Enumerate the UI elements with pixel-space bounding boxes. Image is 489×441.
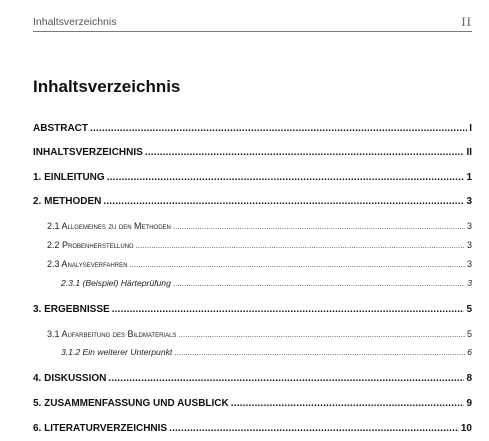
toc-entry-bildmaterial[interactable] <box>47 329 472 339</box>
toc-entry-unterpunkt[interactable] <box>61 347 472 357</box>
toc-entry-page: 5 <box>466 304 472 315</box>
toc-entry-label: 5. ZUSAMMENFASSUNG UND AUSBLICK <box>33 398 229 409</box>
toc-entry-page: 9 <box>466 398 472 409</box>
toc-entry-page: II <box>466 147 472 158</box>
toc-entry-analyseverfahren[interactable] <box>47 259 472 269</box>
toc-entry-label: INHALTSVERZEICHNIS <box>33 147 143 158</box>
toc-entry-allgemeines[interactable] <box>47 221 472 231</box>
toc-entry-page: 3 <box>466 196 472 207</box>
toc-entry-literaturverzeichnis[interactable] <box>33 423 472 434</box>
toc-entry-label: 2.3.1 (Beispiel) Härteprüfung <box>61 278 171 288</box>
toc-entry-page: 6 <box>467 347 472 357</box>
toc-leader-dots <box>178 330 465 339</box>
toc-entry-page: 10 <box>460 423 472 434</box>
toc-leader-dots <box>90 123 467 134</box>
toc-entry-page: 3 <box>466 221 472 231</box>
toc-leader-dots <box>169 423 459 434</box>
toc-entry-label: 2.3 Analyseverfahren <box>47 259 128 269</box>
toc-entry-label: ABSTRACT <box>33 123 88 134</box>
toc-entry-zusammenfassung[interactable] <box>33 398 472 409</box>
toc-entry-diskussion[interactable] <box>33 373 472 384</box>
toc-entry-page: 8 <box>466 373 472 384</box>
toc-entry-label: 2.1 Allgemeines zu den Methoden <box>47 221 171 231</box>
toc-entry-inhaltsverzeichnis[interactable] <box>33 147 472 158</box>
running-header <box>33 15 472 32</box>
toc-leader-dots <box>136 241 465 250</box>
toc-entry-page: 3 <box>466 240 472 250</box>
toc-leader-dots <box>145 147 465 158</box>
toc-entry-page: 3 <box>467 278 472 288</box>
toc-leader-dots <box>108 373 464 384</box>
toc-entry-label: 3. ERGEBNISSE <box>33 304 110 315</box>
toc-heading: Inhaltsverzeichnis <box>33 77 181 96</box>
toc-entry-label: 3.1.2 Ein weiterer Unterpunkt <box>61 347 173 357</box>
toc-entry-label: 1. EINLEITUNG <box>33 172 105 183</box>
toc-leader-dots <box>173 279 465 288</box>
toc-entry-methoden[interactable] <box>33 196 472 207</box>
toc-leader-dots <box>112 304 465 315</box>
toc-entry-label: 6. LITERATURVERZEICHNIS <box>33 423 168 434</box>
toc-entry-label: 2. METHODEN <box>33 196 102 207</box>
toc-entry-haertepruefung[interactable] <box>61 278 472 288</box>
toc-entry-abstract[interactable] <box>33 123 472 134</box>
toc-entry-page: 3 <box>466 259 472 269</box>
toc-leader-dots <box>107 172 465 183</box>
toc-entry-label: 3.1 Aufarbeitung des Bildmaterials <box>47 329 177 339</box>
toc-leader-dots <box>173 222 465 231</box>
running-header-title: Inhaltsverzeichnis <box>33 16 117 28</box>
toc-entry-page: 1 <box>466 172 472 183</box>
toc-entry-einleitung[interactable] <box>33 172 472 183</box>
toc-entry-page: 5 <box>466 329 472 339</box>
toc-entry-page: I <box>469 123 472 134</box>
toc-leader-dots <box>174 348 465 357</box>
toc-leader-dots <box>103 196 464 207</box>
toc-entry-probenherstellung[interactable] <box>47 240 472 250</box>
toc-entry-label: 4. DISKUSSION <box>33 373 107 384</box>
toc-entry-ergebnisse[interactable] <box>33 304 472 315</box>
toc-leader-dots <box>129 260 465 269</box>
running-header-page-number: II <box>461 14 472 29</box>
toc-entry-label: 2.2 Probenherstellung <box>47 240 134 250</box>
toc-leader-dots <box>231 398 465 409</box>
